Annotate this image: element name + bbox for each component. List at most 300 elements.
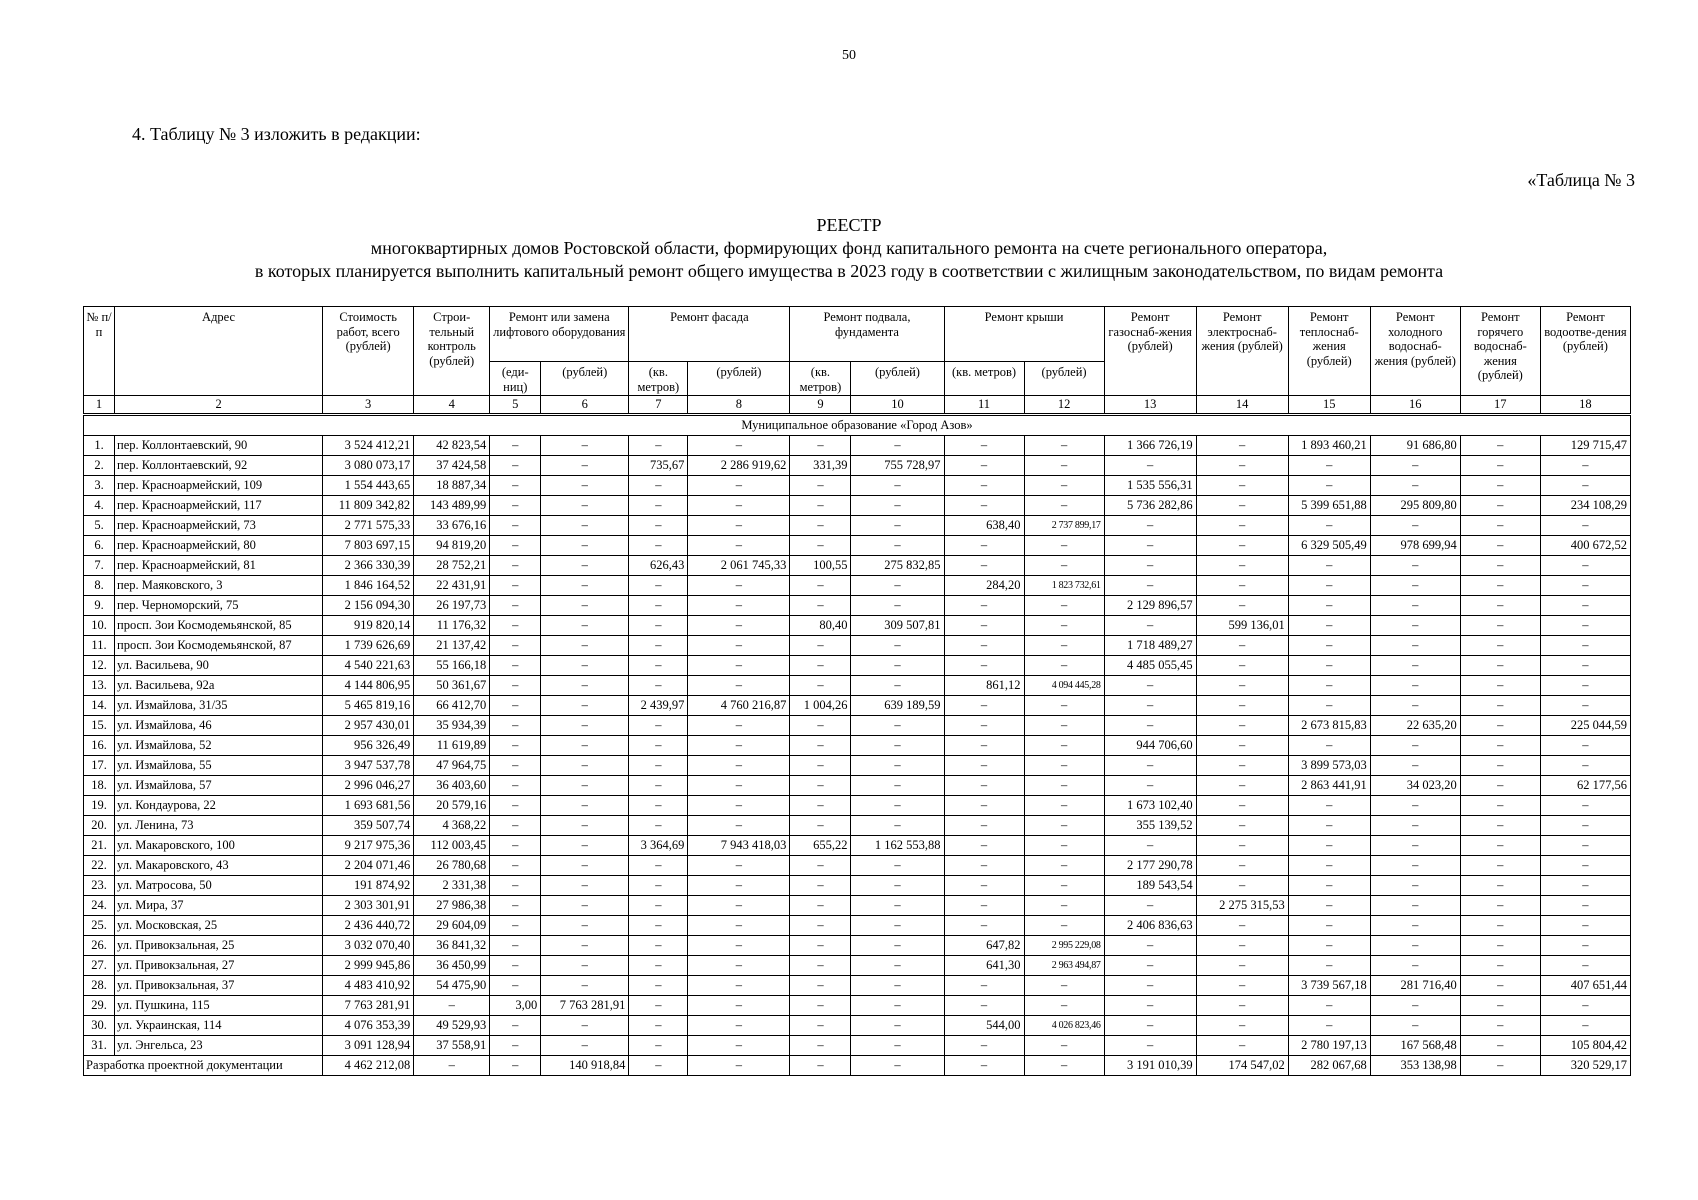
value-cell: – (629, 536, 688, 556)
value-cell: 37 558,91 (414, 1036, 490, 1056)
column-number: 13 (1104, 396, 1196, 415)
value-cell: – (1024, 456, 1104, 476)
value-cell: – (790, 816, 851, 836)
value-cell: 5 465 819,16 (323, 696, 414, 716)
subheader-basement-rub: (рублей) (851, 362, 944, 396)
value-cell: 1 673 102,40 (1104, 796, 1196, 816)
value-cell: – (1540, 736, 1630, 756)
value-cell: 20 579,16 (414, 796, 490, 816)
value-cell: – (629, 796, 688, 816)
value-cell: – (629, 956, 688, 976)
register-title-line2: многоквартирных домов Ростовской области, формирующих фонд капитального ремонта на счете регионального оператора, (370, 238, 1328, 258)
value-cell: 18 887,34 (414, 476, 490, 496)
column-number: 17 (1460, 396, 1540, 415)
total-row (84, 1056, 1631, 1076)
value-cell: – (1460, 636, 1540, 656)
value-cell: 5 399 651,88 (1288, 496, 1370, 516)
value-cell: – (851, 896, 944, 916)
table-row (84, 696, 1631, 716)
value-cell: – (790, 896, 851, 916)
value-cell: 956 326,49 (323, 736, 414, 756)
value-cell: 167 568,48 (1370, 1036, 1460, 1056)
value-cell: – (1370, 556, 1460, 576)
value-cell: – (541, 696, 629, 716)
value-cell: – (490, 616, 541, 636)
value-cell: 2 406 836,63 (1104, 916, 1196, 936)
value-cell: – (1196, 776, 1288, 796)
row-number: 20. (84, 816, 115, 836)
value-cell: 3 364,69 (629, 836, 688, 856)
value-cell: – (1024, 716, 1104, 736)
value-cell: 3 080 073,17 (323, 456, 414, 476)
value-cell: – (1370, 616, 1460, 636)
value-cell: – (1540, 676, 1630, 696)
value-cell: – (944, 916, 1024, 936)
address-cell: пер. Красноармейский, 117 (115, 496, 323, 516)
value-cell: 3 947 537,78 (323, 756, 414, 776)
value-cell: – (851, 536, 944, 556)
column-number: 12 (1024, 396, 1104, 415)
value-cell: – (790, 716, 851, 736)
value-cell: – (1540, 936, 1630, 956)
value-cell: – (944, 856, 1024, 876)
value-cell: – (790, 936, 851, 956)
address-cell: пер. Красноармейский, 109 (115, 476, 323, 496)
value-cell: – (1196, 456, 1288, 476)
address-cell: пер. Красноармейский, 80 (115, 536, 323, 556)
row-number: 18. (84, 776, 115, 796)
address-cell: ул. Пушкина, 115 (115, 996, 323, 1016)
value-cell: – (1460, 656, 1540, 676)
value-cell: 29 604,09 (414, 916, 490, 936)
value-cell: 2 436 440,72 (323, 916, 414, 936)
table-row (84, 556, 1631, 576)
value-cell: 11 809 342,82 (323, 496, 414, 516)
value-cell: – (944, 996, 1024, 1016)
value-cell: – (1024, 816, 1104, 836)
value-cell: – (790, 776, 851, 796)
subheader-facade-sqm: (кв. метров) (629, 362, 688, 396)
value-cell: – (1024, 656, 1104, 676)
value-cell: – (1460, 1036, 1540, 1056)
value-cell: – (1540, 476, 1630, 496)
value-cell: 2 439,97 (629, 696, 688, 716)
value-cell: – (1104, 696, 1196, 716)
value-cell: – (629, 676, 688, 696)
table-row (84, 596, 1631, 616)
value-cell: – (790, 796, 851, 816)
value-cell: – (1024, 636, 1104, 656)
value-cell: – (1024, 796, 1104, 816)
value-cell: – (688, 876, 790, 896)
row-number: 29. (84, 996, 115, 1016)
value-cell: – (851, 496, 944, 516)
value-cell: 1 823 732,61 (1024, 576, 1104, 596)
value-cell: – (944, 776, 1024, 796)
value-cell: – (1196, 636, 1288, 656)
value-cell: – (490, 956, 541, 976)
value-cell: – (1196, 916, 1288, 936)
value-cell: 7 763 281,91 (541, 996, 629, 1016)
value-cell: – (1540, 876, 1630, 896)
value-cell: 4 483 410,92 (323, 976, 414, 996)
value-cell: – (490, 656, 541, 676)
value-cell: – (1196, 576, 1288, 596)
value-cell: – (688, 636, 790, 656)
value-cell: – (541, 636, 629, 656)
value-cell: – (541, 596, 629, 616)
subheader-lift-rub: (рублей) (541, 362, 629, 396)
value-cell: – (1104, 996, 1196, 1016)
table-row (84, 456, 1631, 476)
subheader-roof-sqm: (кв. метров) (944, 362, 1024, 396)
column-number: 10 (851, 396, 944, 415)
subheader-basement-sqm: (кв. метров) (790, 362, 851, 396)
row-number: 16. (84, 736, 115, 756)
row-number: 6. (84, 536, 115, 556)
value-cell: 626,43 (629, 556, 688, 576)
value-cell: – (629, 616, 688, 636)
value-cell: – (541, 736, 629, 756)
total-value-cell: – (1460, 1056, 1540, 1076)
value-cell: – (1370, 916, 1460, 936)
value-cell: – (1288, 616, 1370, 636)
value-cell: 400 672,52 (1540, 536, 1630, 556)
value-cell: – (490, 1036, 541, 1056)
table-row (84, 636, 1631, 656)
value-cell: – (851, 1016, 944, 1036)
value-cell: – (1460, 556, 1540, 576)
row-number: 22. (84, 856, 115, 876)
value-cell: 1 846 164,52 (323, 576, 414, 596)
header-total-cost: Стоимость работ, всего (рублей) (323, 307, 414, 396)
value-cell: 62 177,56 (1540, 776, 1630, 796)
value-cell: – (1460, 836, 1540, 856)
value-cell: – (1460, 796, 1540, 816)
value-cell: – (688, 1036, 790, 1056)
value-cell: 35 934,39 (414, 716, 490, 736)
value-cell: – (1024, 436, 1104, 456)
value-cell: – (541, 956, 629, 976)
value-cell: – (688, 736, 790, 756)
value-cell: – (1460, 856, 1540, 876)
value-cell: – (688, 676, 790, 696)
value-cell: 49 529,93 (414, 1016, 490, 1036)
value-cell: 50 361,67 (414, 676, 490, 696)
value-cell: – (944, 756, 1024, 776)
value-cell: – (944, 616, 1024, 636)
table-row (84, 856, 1631, 876)
value-cell: – (851, 776, 944, 796)
value-cell: – (1540, 996, 1630, 1016)
value-cell: – (1288, 956, 1370, 976)
value-cell: 284,20 (944, 576, 1024, 596)
table-row (84, 436, 1631, 456)
value-cell: – (1370, 736, 1460, 756)
value-cell: – (629, 596, 688, 616)
subheader-lift-units: (еди-ниц) (490, 362, 541, 396)
register-title-line3: в которых планируется выполнить капитальный ремонт общего имущества в 2023 году в соответствии с жилищным законодательством, по видам ремонта (254, 261, 1444, 281)
value-cell: – (490, 536, 541, 556)
value-cell: – (1104, 836, 1196, 856)
value-cell: – (629, 856, 688, 876)
value-cell: 234 108,29 (1540, 496, 1630, 516)
value-cell: 2 303 301,91 (323, 896, 414, 916)
value-cell: – (1460, 536, 1540, 556)
value-cell: – (1288, 696, 1370, 716)
value-cell: – (1288, 816, 1370, 836)
value-cell: 100,55 (790, 556, 851, 576)
value-cell: – (851, 976, 944, 996)
value-cell: – (1024, 1036, 1104, 1056)
value-cell: 1 893 460,21 (1288, 436, 1370, 456)
value-cell: 2 999 945,86 (323, 956, 414, 976)
value-cell: 94 819,20 (414, 536, 490, 556)
column-number: 15 (1288, 396, 1370, 415)
total-value-cell: – (851, 1056, 944, 1076)
header-construction-control: Строи-тельный контроль (рублей) (414, 307, 490, 396)
value-cell: – (1196, 676, 1288, 696)
value-cell: – (629, 916, 688, 936)
value-cell: – (1104, 776, 1196, 796)
value-cell: – (790, 476, 851, 496)
value-cell: 3 524 412,21 (323, 436, 414, 456)
value-cell: – (1460, 756, 1540, 776)
value-cell: – (490, 1016, 541, 1036)
value-cell: – (1288, 596, 1370, 616)
address-cell: пер. Коллонтаевский, 92 (115, 456, 323, 476)
value-cell: – (1196, 876, 1288, 896)
value-cell: 2 996 046,27 (323, 776, 414, 796)
value-cell: – (944, 876, 1024, 896)
value-cell: – (1288, 736, 1370, 756)
value-cell: 4 026 823,46 (1024, 1016, 1104, 1036)
address-cell: пер. Коллонтаевский, 90 (115, 436, 323, 456)
value-cell: – (490, 816, 541, 836)
header-heat: Ремонт теплоснаб-жения (рублей) (1288, 307, 1370, 396)
value-cell: – (541, 656, 629, 676)
column-number: 14 (1196, 396, 1288, 415)
value-cell: – (790, 876, 851, 896)
total-value-cell: – (414, 1056, 490, 1076)
value-cell: 655,22 (790, 836, 851, 856)
value-cell: – (490, 496, 541, 516)
value-cell: – (1288, 556, 1370, 576)
value-cell: – (1024, 496, 1104, 516)
value-cell: – (1370, 1016, 1460, 1036)
value-cell: – (944, 836, 1024, 856)
value-cell: – (1460, 876, 1540, 896)
row-number: 15. (84, 716, 115, 736)
value-cell: 105 804,42 (1540, 1036, 1630, 1056)
value-cell: 755 728,97 (851, 456, 944, 476)
value-cell: – (629, 436, 688, 456)
value-cell: – (851, 656, 944, 676)
value-cell: – (1540, 576, 1630, 596)
value-cell: 129 715,47 (1540, 436, 1630, 456)
value-cell: – (1104, 676, 1196, 696)
value-cell: – (490, 556, 541, 576)
value-cell: – (790, 856, 851, 876)
value-cell: – (1540, 796, 1630, 816)
value-cell: – (1540, 556, 1630, 576)
value-cell: – (688, 796, 790, 816)
value-cell: 919 820,14 (323, 616, 414, 636)
value-cell: – (629, 756, 688, 776)
value-cell: – (688, 756, 790, 776)
value-cell: – (1540, 636, 1630, 656)
value-cell: 309 507,81 (851, 616, 944, 636)
value-cell: – (790, 976, 851, 996)
value-cell: 191 874,92 (323, 876, 414, 896)
value-cell: 944 706,60 (1104, 736, 1196, 756)
total-value-cell: 282 067,68 (1288, 1056, 1370, 1076)
value-cell: – (1460, 596, 1540, 616)
value-cell: – (1370, 696, 1460, 716)
value-cell: – (629, 976, 688, 996)
value-cell: – (790, 576, 851, 596)
value-cell: – (1288, 916, 1370, 936)
value-cell: – (1104, 1036, 1196, 1056)
table-row (84, 876, 1631, 896)
value-cell: 22 635,20 (1370, 716, 1460, 736)
value-cell: – (944, 896, 1024, 916)
row-number: 13. (84, 676, 115, 696)
address-cell: ул. Энгельса, 23 (115, 1036, 323, 1056)
value-cell: – (944, 476, 1024, 496)
value-cell: 978 699,94 (1370, 536, 1460, 556)
value-cell: – (944, 496, 1024, 516)
value-cell: – (944, 556, 1024, 576)
value-cell: – (1024, 696, 1104, 716)
value-cell: – (790, 636, 851, 656)
value-cell: – (1024, 916, 1104, 936)
value-cell: – (1288, 876, 1370, 896)
value-cell: – (790, 536, 851, 556)
value-cell: – (629, 936, 688, 956)
value-cell: 2 673 815,83 (1288, 716, 1370, 736)
value-cell: – (541, 616, 629, 636)
value-cell: – (629, 1036, 688, 1056)
value-cell: – (1104, 556, 1196, 576)
value-cell: 2 275 315,53 (1196, 896, 1288, 916)
table-label: «Таблица № 3 (1527, 170, 1635, 190)
value-cell: – (944, 736, 1024, 756)
register-table (83, 306, 1631, 1076)
value-cell: – (541, 456, 629, 476)
value-cell: – (1196, 856, 1288, 876)
value-cell: – (541, 476, 629, 496)
value-cell: – (688, 856, 790, 876)
header-lift: Ремонт или замена лифтового оборудования (490, 307, 629, 362)
value-cell: – (688, 596, 790, 616)
value-cell: 4 094 445,28 (1024, 676, 1104, 696)
value-cell: – (1104, 1016, 1196, 1036)
value-cell: – (1460, 956, 1540, 976)
row-number: 31. (84, 1036, 115, 1056)
header-facade: Ремонт фасада (629, 307, 790, 362)
total-value-cell: 140 918,84 (541, 1056, 629, 1076)
value-cell: – (851, 996, 944, 1016)
address-cell: ул. Измайлова, 52 (115, 736, 323, 756)
value-cell: – (688, 916, 790, 936)
value-cell: – (1460, 916, 1540, 936)
value-cell: – (790, 756, 851, 776)
value-cell: – (790, 676, 851, 696)
header-hot-water: Ремонт горячего водоснаб-жения (рублей) (1460, 307, 1540, 396)
value-cell: – (1024, 876, 1104, 896)
address-cell: ул. Московская, 25 (115, 916, 323, 936)
value-cell: 1 004,26 (790, 696, 851, 716)
column-number: 5 (490, 396, 541, 415)
value-cell: 3 739 567,18 (1288, 976, 1370, 996)
value-cell: – (490, 456, 541, 476)
value-cell: – (944, 456, 1024, 476)
value-cell: 295 809,80 (1370, 496, 1460, 516)
value-cell: 28 752,21 (414, 556, 490, 576)
table-row (84, 976, 1631, 996)
value-cell: – (851, 636, 944, 656)
address-cell: ул. Привокзальная, 25 (115, 936, 323, 956)
header-address: Адрес (115, 307, 323, 396)
value-cell: – (490, 856, 541, 876)
address-cell: ул. Украинская, 114 (115, 1016, 323, 1036)
total-value-cell: – (688, 1056, 790, 1076)
value-cell: – (1024, 836, 1104, 856)
value-cell: – (1196, 816, 1288, 836)
value-cell: – (490, 676, 541, 696)
value-cell: – (541, 1036, 629, 1056)
value-cell: 7 803 697,15 (323, 536, 414, 556)
table-row (84, 536, 1631, 556)
total-value-cell: – (790, 1056, 851, 1076)
value-cell: – (490, 516, 541, 536)
value-cell: 36 403,60 (414, 776, 490, 796)
row-number: 3. (84, 476, 115, 496)
value-cell: – (1196, 496, 1288, 516)
value-cell: – (1288, 516, 1370, 536)
value-cell: – (490, 976, 541, 996)
value-cell: – (541, 676, 629, 696)
value-cell: – (490, 916, 541, 936)
value-cell: – (1196, 996, 1288, 1016)
value-cell: 1 693 681,56 (323, 796, 414, 816)
table-row (84, 576, 1631, 596)
table-row (84, 496, 1631, 516)
page-number: 50 (842, 48, 856, 63)
value-cell: 1 366 726,19 (1104, 436, 1196, 456)
total-value-cell: 174 547,02 (1196, 1056, 1288, 1076)
value-cell: – (490, 876, 541, 896)
value-cell: – (541, 436, 629, 456)
address-cell: ул. Васильева, 90 (115, 656, 323, 676)
value-cell: 225 044,59 (1540, 716, 1630, 736)
value-cell: – (541, 856, 629, 876)
value-cell: 143 489,99 (414, 496, 490, 516)
value-cell: – (1460, 816, 1540, 836)
value-cell: – (490, 736, 541, 756)
value-cell: 26 197,73 (414, 596, 490, 616)
value-cell: 1 739 626,69 (323, 636, 414, 656)
value-cell: – (688, 1016, 790, 1036)
value-cell: 4 368,22 (414, 816, 490, 836)
row-number: 21. (84, 836, 115, 856)
value-cell: – (1288, 856, 1370, 876)
total-row-label: Разработка проектной документации (84, 1056, 323, 1076)
value-cell: – (541, 836, 629, 856)
value-cell: – (851, 756, 944, 776)
column-number: 1 (84, 396, 115, 415)
